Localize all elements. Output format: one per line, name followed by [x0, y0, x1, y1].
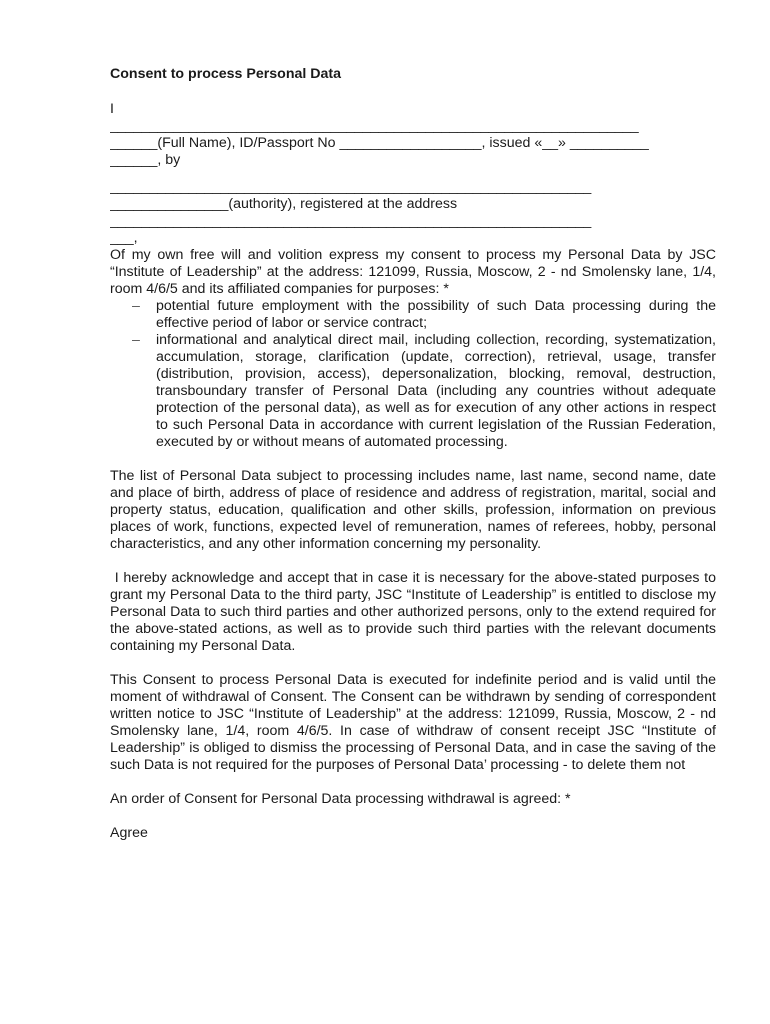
consent-intro-paragraph: Of my own free will and volition express my consent to process my Personal Data by JSC “Institute of Leadership” at the address: 121099, Russia, Moscow, 2 - nd Smolensky lane, 1/4, room 4/6/5 and its affiliated companies for purposes: *: [110, 247, 716, 297]
blank-line-1: ___________________________________________________________________: [110, 118, 639, 134]
consent-period-paragraph: This Consent to process Personal Data is executed for indefinite period and is valid until the moment of withdrawal of Consent. The Consent can be withdrawn by sending of correspondent written notice to JSC “Institute of Leadership” at the address: 121099, Russia, Moscow, 2 - nd Smolensky lane, 1/4, room 4/6/5. In case of withdraw of consent receipt JSC “Institute of Leadership” is obliged to dismiss the processing of Personal Data, and in case the saving of the such Data is not required for the purposes of Personal Data’ processing - to delete them not: [110, 672, 716, 773]
document-title: Consent to process Personal Data: [110, 66, 342, 82]
withdrawal-order-question: An order of Consent for Personal Data processing withdrawal is agreed: *: [110, 791, 571, 807]
blank-line-2: _____________________________________________________________: [110, 179, 592, 195]
authority-line: _______________(authority), registered at the address: [110, 196, 458, 212]
intro-line-i: I: [110, 101, 114, 117]
full-name-passport-line: ______(Full Name), ID/Passport No __________________, issued «__» __________: [110, 135, 649, 151]
list-item: [110, 332, 716, 451]
blank-line-3: _____________________________________________________________: [110, 213, 592, 229]
purpose-direct-mail: informational and analytical direct mail, including collection, recording, systematization, accumulation, storage, clarification (update, correction), retrieval, usage, transfer (distribution, provision, access), depersonalization, blocking, removal, destruction, transboundary transfer of Personal Data (including any countries without adequate protection of the personal data), as well as for execution of any other actions in respect to such Personal Data in accordance with current legislation of the Russian Federation, executed by or without means of automated processing.: [156, 332, 716, 450]
list-item: [110, 298, 716, 332]
document-page: [110, 66, 720, 842]
acknowledgement-paragraph: I hereby acknowledge and accept that in case it is necessary for the above-stated purposes to grant my Personal Data to the third party, JSC “Institute of Leadership” is entitled to disclose my Personal Data to such third parties and other authorized persons, only to the extend required for the above-stated actions, as well as to provide such third parties with the relevant documents containing my Personal Data.: [110, 570, 720, 654]
dash-bullet-icon: –: [132, 332, 140, 348]
personal-data-list-paragraph: The list of Personal Data subject to processing includes name, last name, second name, date and place of birth, address of place of residence and address of registration, marital, social and property status, education, qualification and other skills, profession, information on previous places of work, functions, expected level of remuneration, names of referees, hobby, personal characteristics, and any other information concerning my personality.: [110, 468, 716, 552]
purpose-list: [110, 298, 716, 451]
dash-bullet-icon: –: [132, 298, 140, 314]
address-end-line: ___,: [110, 230, 138, 246]
issued-by-line: ______, by: [110, 152, 181, 168]
purpose-employment: potential future employment with the possibility of such Data processing during the effective period of labor or service contract;: [156, 298, 716, 331]
answer-agree: Agree: [110, 825, 148, 841]
